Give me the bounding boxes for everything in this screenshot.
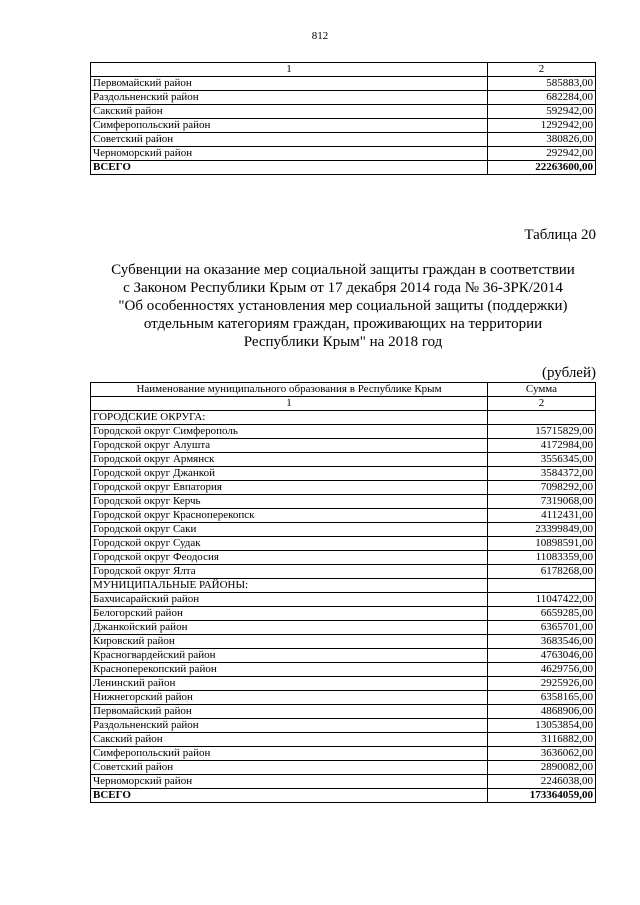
units-label: (рублей) [541, 365, 596, 381]
row-name: Городской округ Саки [91, 523, 488, 537]
row-name: Красногвардейский район [91, 649, 488, 663]
column-number: 1 [91, 63, 488, 77]
column-number: 2 [488, 63, 596, 77]
row-amount: 4763046,00 [488, 649, 596, 663]
row-amount: 11047422,00 [488, 593, 596, 607]
table-row [91, 607, 596, 621]
table-row [91, 411, 596, 425]
row-name: Советский район [91, 133, 488, 147]
row-amount: 10898591,00 [488, 537, 596, 551]
row-name: Раздольненский район [91, 719, 488, 733]
table-row [91, 453, 596, 467]
row-amount: 380826,00 [488, 133, 596, 147]
row-amount: 6365701,00 [488, 621, 596, 635]
row-amount: 7319068,00 [488, 495, 596, 509]
row-amount: 23399849,00 [488, 523, 596, 537]
row-name: Джанкойский район [91, 621, 488, 635]
table-row [91, 663, 596, 677]
table-row [91, 593, 596, 607]
row-amount: 592942,00 [488, 105, 596, 119]
table-row [91, 523, 596, 537]
table-row [91, 119, 596, 133]
row-name: Городской округ Симферополь [91, 425, 488, 439]
table-row [91, 747, 596, 761]
row-amount: 3116882,00 [488, 733, 596, 747]
table-row [91, 705, 596, 719]
table-row [91, 509, 596, 523]
row-amount: 682284,00 [488, 91, 596, 105]
row-amount: 3584372,00 [488, 467, 596, 481]
total-label: ВСЕГО [91, 161, 488, 175]
table-row [91, 77, 596, 91]
row-name: Городской округ Ялта [91, 565, 488, 579]
row-name: Городской округ Судак [91, 537, 488, 551]
row-amount [488, 579, 596, 593]
row-name: Городской округ Алушта [91, 439, 488, 453]
table-row [91, 565, 596, 579]
row-name: Городской округ Евпатория [91, 481, 488, 495]
row-amount: 3683546,00 [488, 635, 596, 649]
table-row [91, 425, 596, 439]
row-name: ГОРОДСКИЕ ОКРУГА: [91, 411, 488, 425]
row-name: Нижнегорский район [91, 691, 488, 705]
row-name: Городской округ Керчь [91, 495, 488, 509]
row-name: Симферопольский район [91, 747, 488, 761]
table-number: Таблица 20 [524, 227, 596, 243]
row-amount: 4629756,00 [488, 663, 596, 677]
row-amount: 4868906,00 [488, 705, 596, 719]
row-name: Советский район [91, 761, 488, 775]
row-name: Симферопольский район [91, 119, 488, 133]
page-number: 812 [311, 30, 329, 42]
table-row [91, 147, 596, 161]
table-row [91, 677, 596, 691]
table-row [91, 719, 596, 733]
column-number-row [91, 397, 596, 411]
table-row [91, 439, 596, 453]
row-name: Первомайский район [91, 77, 488, 91]
row-name: Городской округ Красноперекопск [91, 509, 488, 523]
column-header-sum: Сумма [488, 383, 596, 397]
total-amount: 22263600,00 [488, 161, 596, 175]
row-amount: 7098292,00 [488, 481, 596, 495]
header-row [91, 383, 596, 397]
main-table [90, 382, 596, 803]
column-number-row [91, 63, 596, 77]
table-row [91, 635, 596, 649]
column-number: 1 [91, 397, 488, 411]
table-title [90, 261, 596, 351]
title-line: Республики Крым" на 2018 год [243, 334, 443, 350]
title-line: отдельным категориям граждан, проживающих на территории [143, 316, 543, 332]
table-row [91, 691, 596, 705]
title-line: "Об особенностях установления мер социальной защиты (поддержки) [118, 298, 568, 314]
row-amount: 2246038,00 [488, 775, 596, 789]
column-header-name: Наименование муниципального образования в Республике Крым [91, 383, 488, 397]
table-row [91, 105, 596, 119]
row-name: Бахчисарайский район [91, 593, 488, 607]
row-name: Ленинский район [91, 677, 488, 691]
table-row [91, 621, 596, 635]
row-name: Черноморский район [91, 147, 488, 161]
table-row [91, 467, 596, 481]
table-row [91, 551, 596, 565]
row-name: Черноморский район [91, 775, 488, 789]
row-amount: 11083359,00 [488, 551, 596, 565]
table-row [91, 91, 596, 105]
row-amount: 1292942,00 [488, 119, 596, 133]
title-line: Субвенции на оказание мер социальной защиты граждан в соответствии [111, 262, 575, 278]
row-name: Городской округ Армянск [91, 453, 488, 467]
table-row [91, 133, 596, 147]
total-row [91, 161, 596, 175]
row-amount: 4112431,00 [488, 509, 596, 523]
table-row [91, 733, 596, 747]
table-row [91, 649, 596, 663]
row-amount: 4172984,00 [488, 439, 596, 453]
row-name: Красноперекопский район [91, 663, 488, 677]
row-name: Первомайский район [91, 705, 488, 719]
row-amount [488, 411, 596, 425]
row-name: Раздольненский район [91, 91, 488, 105]
row-amount: 2890082,00 [488, 761, 596, 775]
table-row [91, 495, 596, 509]
row-name: Сакский район [91, 733, 488, 747]
row-amount: 6659285,00 [488, 607, 596, 621]
top-table [90, 62, 596, 175]
row-name: Городской округ Феодосия [91, 551, 488, 565]
row-amount: 3636062,00 [488, 747, 596, 761]
row-name: МУНИЦИПАЛЬНЫЕ РАЙОНЫ: [91, 579, 488, 593]
title-line: с Законом Республики Крым от 17 декабря 2014 года № 36-ЗРК/2014 [123, 280, 563, 296]
table-row [91, 481, 596, 495]
row-amount: 585883,00 [488, 77, 596, 91]
total-amount: 173364059,00 [488, 789, 596, 803]
row-amount: 3556345,00 [488, 453, 596, 467]
column-number: 2 [488, 397, 596, 411]
row-name: Сакский район [91, 105, 488, 119]
row-name: Кировский район [91, 635, 488, 649]
row-name: Белогорский район [91, 607, 488, 621]
table-row [91, 775, 596, 789]
total-label: ВСЕГО [91, 789, 488, 803]
row-amount: 2925926,00 [488, 677, 596, 691]
row-amount: 6178268,00 [488, 565, 596, 579]
row-amount: 292942,00 [488, 147, 596, 161]
row-name: Городской округ Джанкой [91, 467, 488, 481]
row-amount: 13053854,00 [488, 719, 596, 733]
row-amount: 15715829,00 [488, 425, 596, 439]
row-amount: 6358165,00 [488, 691, 596, 705]
table-row [91, 761, 596, 775]
total-row [91, 789, 596, 803]
table-row [91, 579, 596, 593]
table-row [91, 537, 596, 551]
